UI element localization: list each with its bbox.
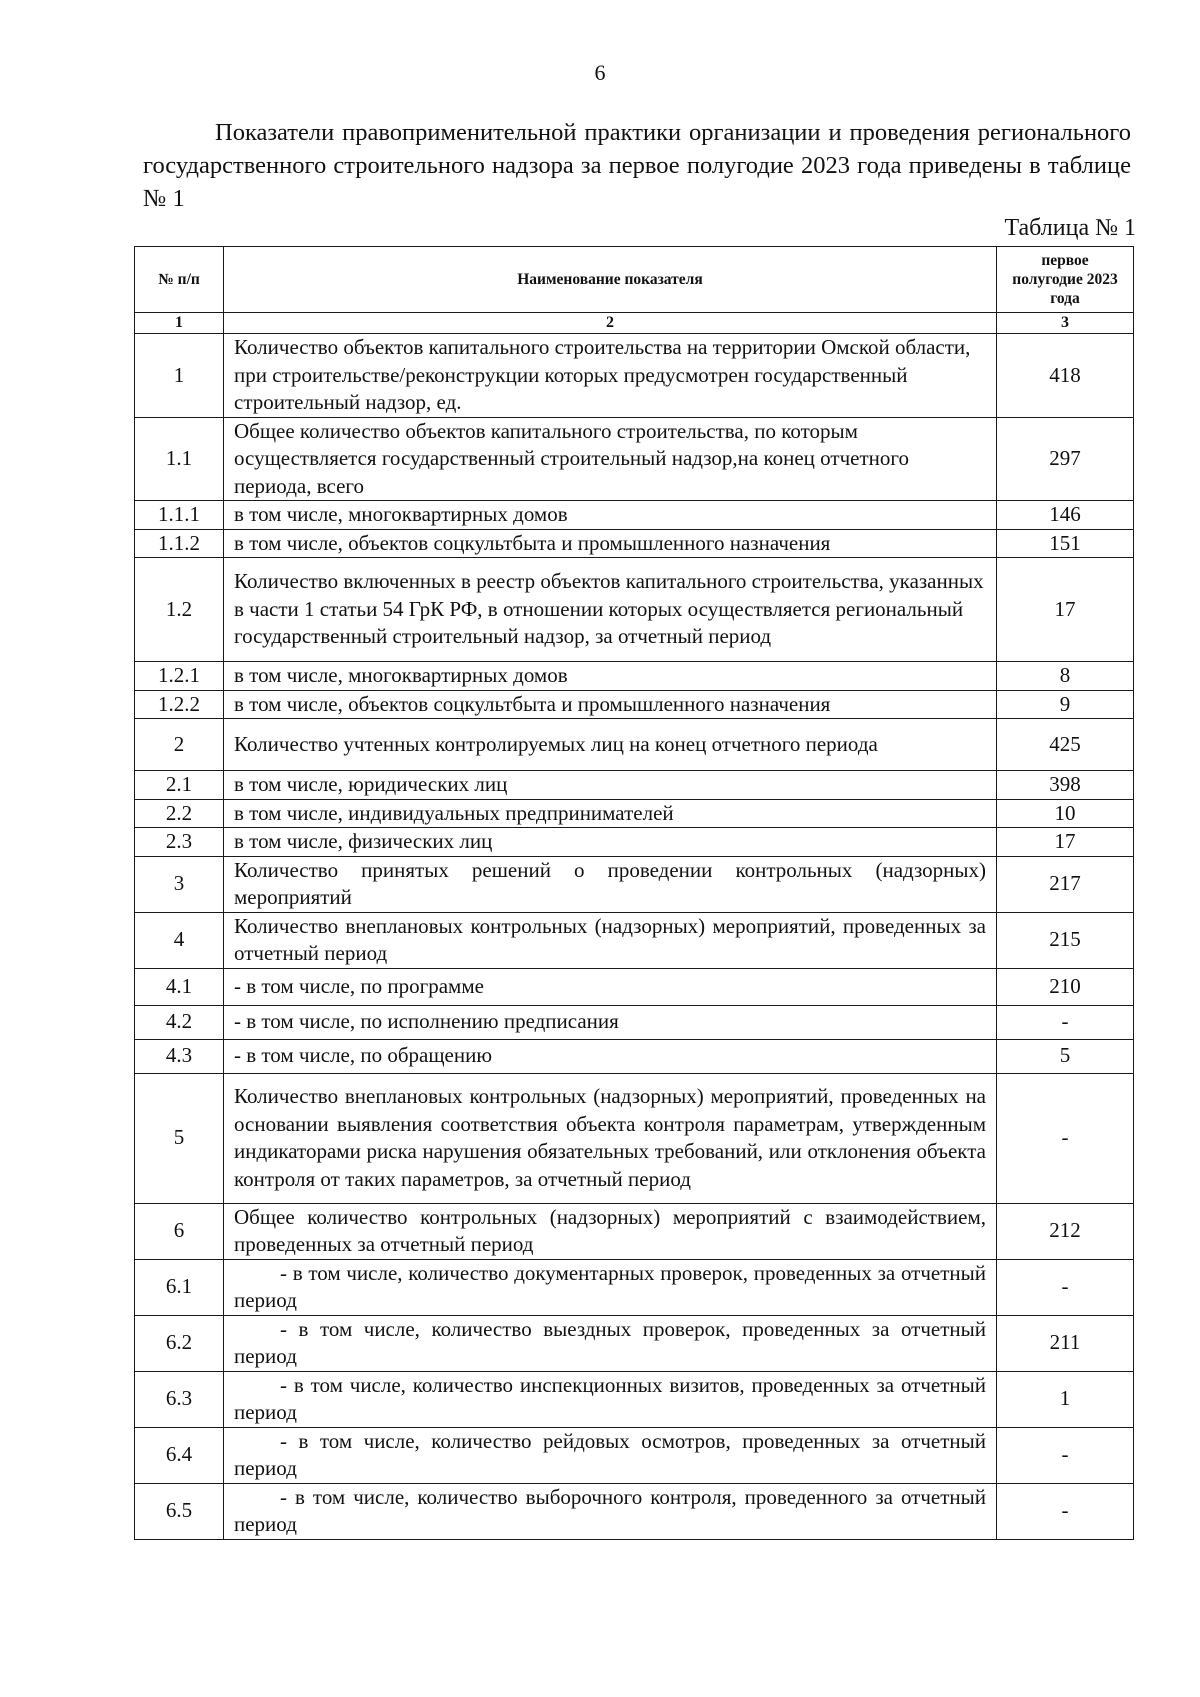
row-indicator-name: - в том числе, по обращению [224, 1039, 997, 1073]
table-row [135, 1005, 1134, 1039]
table-row [135, 1483, 1134, 1539]
row-number: 6 [135, 1203, 224, 1259]
table-row [135, 529, 1134, 558]
row-indicator-name: в том числе, объектов соцкультбыта и промышленного назначения [224, 529, 997, 558]
row-value: 215 [997, 912, 1134, 968]
table-row [135, 501, 1134, 530]
row-indicator-text: - в том числе, количество рейдовых осмотров, проведенных за отчетный период [234, 1428, 986, 1480]
row-value: - [997, 1483, 1134, 1539]
row-indicator-name: Количество принятых решений о проведении контрольных (надзорных) мероприятий [224, 856, 997, 912]
row-indicator-name: - в том числе, по программе [224, 968, 997, 1005]
row-value: - [997, 1073, 1134, 1203]
row-number: 4.3 [135, 1039, 224, 1073]
table-row [135, 828, 1134, 857]
row-number: 1.2.1 [135, 662, 224, 691]
page-number: 6 [594, 60, 606, 85]
row-number: 4.2 [135, 1005, 224, 1039]
row-indicator-text: - в том числе, количество выборочного контроля, проведенного за отчетный период [234, 1484, 986, 1536]
row-value: 418 [997, 334, 1134, 418]
row-indicator-text: - в том числе, количество инспекционных визитов, проведенных за отчетный период [234, 1372, 986, 1424]
row-value: 210 [997, 968, 1134, 1005]
row-number: 1 [135, 334, 224, 418]
table-row [135, 912, 1134, 968]
row-number: 1.2 [135, 558, 224, 662]
row-number: 1.1 [135, 417, 224, 501]
row-indicator-name [224, 1483, 997, 1539]
row-indicator-name: в том числе, индивидуальных предпринимателей [224, 799, 997, 828]
row-indicator-name: Количество внеплановых контрольных (надзорных) мероприятий, проведенных за отчетный период [224, 912, 997, 968]
row-value: 17 [997, 558, 1134, 662]
row-indicator-name: в том числе, многоквартирных домов [224, 501, 997, 530]
table-row [135, 719, 1134, 771]
table-row [135, 968, 1134, 1005]
row-value: 217 [997, 856, 1134, 912]
header-indicator-name: Наименование показателя [224, 247, 997, 313]
row-number: 2.1 [135, 771, 224, 800]
row-number: 4 [135, 912, 224, 968]
row-value: 398 [997, 771, 1134, 800]
row-number: 2.2 [135, 799, 224, 828]
table-header-row [135, 247, 1134, 313]
row-indicator-name: Количество включенных в реестр объектов капитального строительства, указанных в части 1 статьи 54 ГрК РФ, в отношении которых осуществляется региональный государственный строительный надзор, за отчетный период [224, 558, 997, 662]
row-value: 211 [997, 1315, 1134, 1371]
header-period-value: первое полугодие 2023 года [997, 247, 1134, 313]
row-number: 1.1.1 [135, 501, 224, 530]
row-value: 425 [997, 719, 1134, 771]
table-row [135, 799, 1134, 828]
row-indicator-name: в том числе, объектов соцкультбыта и промышленного назначения [224, 690, 997, 719]
table-row [135, 856, 1134, 912]
row-value: - [997, 1427, 1134, 1483]
table-row [135, 1427, 1134, 1483]
row-number: 6.3 [135, 1371, 224, 1427]
row-indicator-text: - в том числе, количество документарных проверок, проведенных за отчетный период [234, 1260, 986, 1312]
row-value: - [997, 1005, 1134, 1039]
indicators-table [134, 246, 1134, 1540]
row-value: 8 [997, 662, 1134, 691]
row-indicator-name: в том числе, юридических лиц [224, 771, 997, 800]
row-indicator-name [224, 1427, 997, 1483]
row-value: 212 [997, 1203, 1134, 1259]
row-indicator-name: Количество внеплановых контрольных (надзорных) мероприятий, проведенных на основании выявления соответствия объекта контроля параметрам, утвержденным индикаторами риска нарушения обязательных требований, или отклонения объекта контроля от таких параметров, за отчетный период [224, 1073, 997, 1203]
column-number: 3 [997, 313, 1134, 334]
row-indicator-text: - в том числе, количество выездных проверок, проведенных за отчетный период [234, 1316, 986, 1368]
row-value: - [997, 1259, 1134, 1315]
table-row [135, 334, 1134, 418]
row-indicator-name: Количество объектов капитального строительства на территории Омской области, при строительстве/реконструкции которых предусмотрен государственный строительный надзор, ед. [224, 334, 997, 418]
row-number: 6.1 [135, 1259, 224, 1315]
row-number: 1.1.2 [135, 529, 224, 558]
table-row [135, 771, 1134, 800]
column-number: 1 [135, 313, 224, 334]
table-row [135, 1203, 1134, 1259]
column-number-row [135, 313, 1134, 334]
row-value: 9 [997, 690, 1134, 719]
header-number: № п/п [135, 247, 224, 313]
table-row [135, 1371, 1134, 1427]
intro-paragraph: Показатели правоприменительной практики организации и проведения регионального государственного строительного надзора за первое полугодие 2023 года приведены в таблице № 1 [143, 119, 1131, 212]
row-value: 146 [997, 501, 1134, 530]
table-row [135, 558, 1134, 662]
row-number: 1.2.2 [135, 690, 224, 719]
row-value: 297 [997, 417, 1134, 501]
row-indicator-name [224, 1371, 997, 1427]
row-indicator-name: в том числе, физических лиц [224, 828, 997, 857]
row-number: 6.2 [135, 1315, 224, 1371]
row-value: 5 [997, 1039, 1134, 1073]
table-row [135, 690, 1134, 719]
row-indicator-name [224, 1315, 997, 1371]
row-number: 5 [135, 1073, 224, 1203]
table-row [135, 1315, 1134, 1371]
row-value: 1 [997, 1371, 1134, 1427]
row-value: 151 [997, 529, 1134, 558]
row-indicator-name: Общее количество контрольных (надзорных) мероприятий с взаимодействием, проведенных за отчетный период [224, 1203, 997, 1259]
table-row [135, 1039, 1134, 1073]
row-number: 6.4 [135, 1427, 224, 1483]
row-indicator-name: - в том числе, по исполнению предписания [224, 1005, 997, 1039]
row-indicator-name: Количество учтенных контролируемых лиц на конец отчетного периода [224, 719, 997, 771]
row-indicator-name: в том числе, многоквартирных домов [224, 662, 997, 691]
row-number: 4.1 [135, 968, 224, 1005]
table-caption: Таблица № 1 [1004, 215, 1136, 241]
row-number: 2 [135, 719, 224, 771]
table-row [135, 417, 1134, 501]
row-value: 17 [997, 828, 1134, 857]
row-indicator-name [224, 1259, 997, 1315]
table-row [135, 662, 1134, 691]
row-number: 3 [135, 856, 224, 912]
row-indicator-name: Общее количество объектов капитального строительства, по которым осуществляется государственный строительный надзор,на конец отчетного периода, всего [224, 417, 997, 501]
column-number: 2 [224, 313, 997, 334]
row-number: 6.5 [135, 1483, 224, 1539]
table-row [135, 1073, 1134, 1203]
row-value: 10 [997, 799, 1134, 828]
row-number: 2.3 [135, 828, 224, 857]
table-row [135, 1259, 1134, 1315]
